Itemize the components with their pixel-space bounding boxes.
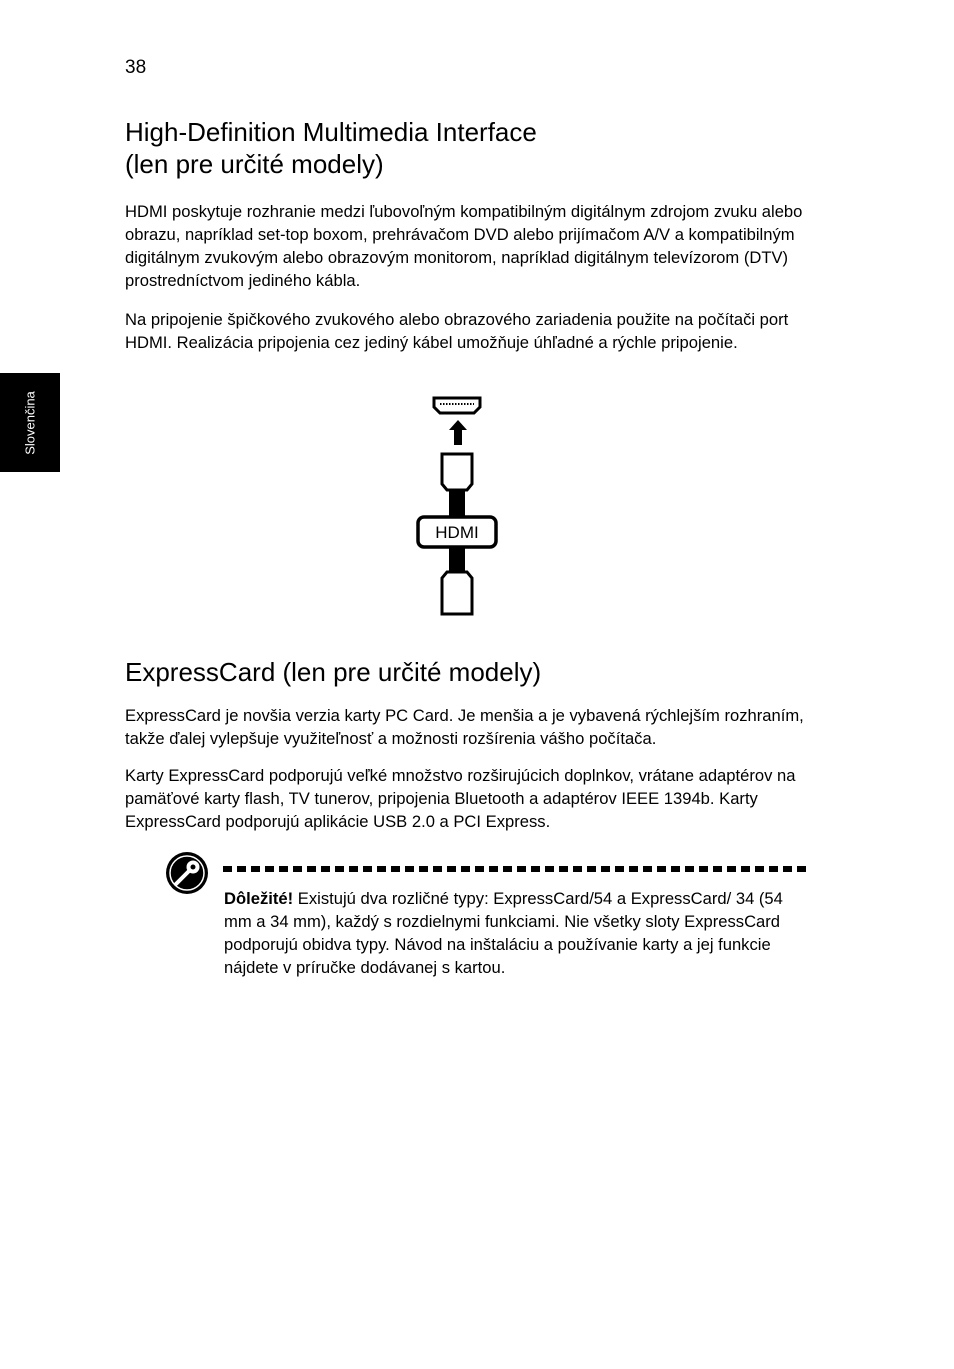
hdmi-cable-illustration [414, 392, 504, 624]
hdmi-title-line1: High-Definition Multimedia Interface [125, 117, 537, 147]
language-side-tab [0, 373, 60, 472]
important-note [224, 887, 809, 979]
hdmi-figure-label: HDMI [435, 523, 479, 542]
hdmi-plug-lower-icon [442, 547, 472, 614]
note-divider [223, 866, 808, 872]
page-number: 38 [125, 57, 147, 78]
hdmi-port-icon [434, 398, 480, 413]
hdmi-title-line2: (len pre určité modely) [125, 149, 384, 179]
note-text: Existujú dva rozličné typy: ExpressCard/54 a ExpressCard/ 34 (54 mm a 34 mm), každý s rozdielnymi funkciami. Nie všetky sloty ExpressCard podporujú obidva typy. Návod na inštaláciu a používanie karty a jej funkcie nájdete v príručke dodávanej s kartou. [224, 889, 783, 977]
language-side-tab-label: Slovenčina [22, 391, 38, 455]
hdmi-plug-upper-icon [442, 454, 472, 517]
hdmi-section-title [125, 116, 537, 180]
note-label: Dôležité! [224, 889, 294, 908]
arrow-up-icon [449, 420, 467, 445]
key-icon [164, 850, 210, 896]
expresscard-paragraph-1: ExpressCard je novšia verzia karty PC Card. Je menšia a je vybavená rýchlejším rozhraním, takže ďalej vylepšuje využiteľnosť a možnosti rozšírenia vášho počítača. [125, 706, 804, 748]
hdmi-paragraph-1: HDMI poskytuje rozhranie medzi ľubovoľným kompatibilným digitálnym zdrojom zvuku alebo obrazu, napríklad set-top boxom, prehrávačom DVD alebo prijímačom A/V a kompatibilným digitálnym zvukovým alebo obrazovým monitorom, napríklad digitálnym televízorom (DTV) prostredníctvom jediného kábla. [125, 202, 803, 290]
expresscard-paragraph-2: Karty ExpressCard podporujú veľké množstvo rozširujúcich doplnkov, vrátane adaptérov na pamäťové karty flash, TV tunerov, pripojenia Bluetooth a adaptérov IEEE 1394b. Karty ExpressCard podporujú aplikácie USB 2.0 a PCI Express. [125, 766, 796, 831]
hdmi-paragraph-2: Na pripojenie špičkového zvukového alebo obrazového zariadenia použite na počítači port HDMI. Realizácia pripojenia cez jediný kábel umožňuje úhľadné a rýchle pripojenie. [125, 310, 789, 352]
expresscard-section-title: ExpressCard (len pre určité modely) [125, 657, 542, 687]
